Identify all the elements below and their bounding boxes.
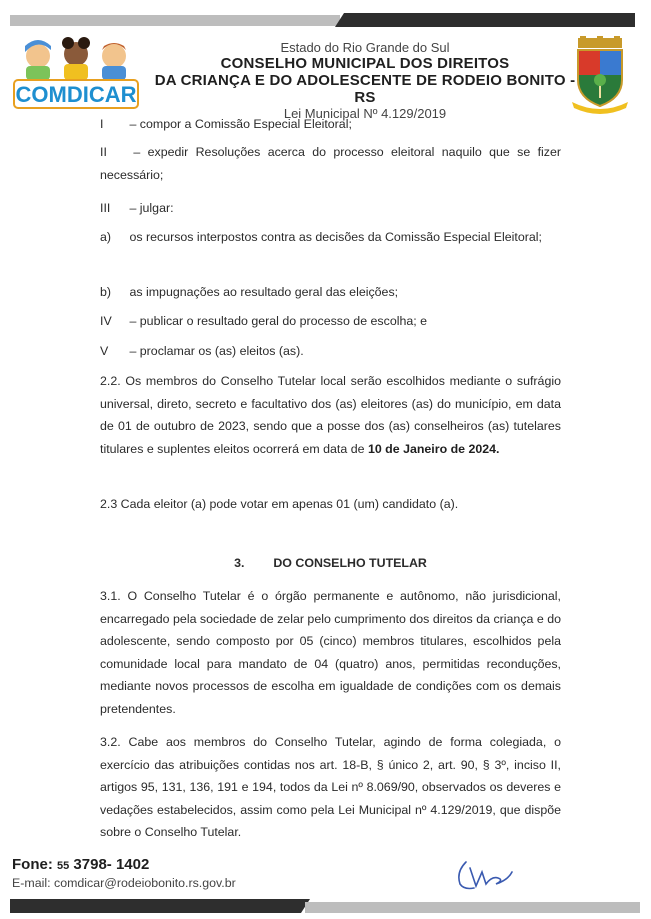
- item-label: II: [100, 145, 107, 159]
- list-item: [100, 197, 561, 220]
- footer-bar-dark: [10, 899, 310, 913]
- phone-number: 3798- 1402: [73, 856, 150, 873]
- phone-area-code: 55: [57, 860, 70, 872]
- logo-text: COMDICAR: [15, 82, 137, 107]
- footer-bar-light: [305, 902, 640, 913]
- list-item: [100, 340, 561, 363]
- council-title-line1: CONSELHO MUNICIPAL DOS DIREITOS: [220, 55, 510, 72]
- header-block: [150, 40, 580, 121]
- paragraph-2-2-date: 10 de Janeiro de 2024.: [367, 441, 500, 456]
- header-bar-light: [10, 15, 340, 26]
- list-item: [100, 310, 561, 333]
- section-number: 3.: [234, 556, 245, 570]
- list-item: [100, 281, 561, 304]
- paragraph-2-2-text: 2.2. Os membros do Conselho Tutelar local serão escolhidos mediante o sufrágio universal, direto, secreto e facultativo dos (as) eleitores (as) do município, em data de 01 de outubro de 2023, sendo que a posse dos (as) conselheiros (as) tutelares titulares e suplentes eleitos ocorrerá em data de: [100, 374, 561, 456]
- signature: [452, 858, 516, 892]
- paragraph-2-3: 2.3 Cada eleitor (a) pode votar em apenas 01 (um) candidato (a).: [100, 497, 459, 511]
- item-text: – publicar o resultado geral do processo de escolha; e: [129, 314, 428, 328]
- section-title: DO CONSELHO TUTELAR: [273, 556, 427, 570]
- paragraph-2-2: [100, 370, 561, 460]
- list-item: [100, 113, 561, 136]
- item-text: – expedir Resoluções acerca do processo eleitoral naquilo que se fizer necessário;: [100, 145, 561, 182]
- section-heading: [100, 556, 561, 570]
- state-name: Estado do Rio Grande do Sul: [280, 40, 450, 55]
- item-label: III: [100, 201, 111, 215]
- paragraph-3-1: 3.1. O Conselho Tutelar é o órgão permanente e autônomo, não jurisdicional, encarregado pela sociedade de zelar pelo cumprimento dos direitos da criança e do adolescente, sendo composto por 05 (cinco) membros titulares, escolhidos pela comunidade local para mandato de 04 (quatro) anos, permitidas reconduções, mediante novos processos de escolha em igualdade de condições com os demais pretendentes.: [100, 589, 561, 716]
- footer-phone: [12, 856, 149, 873]
- item-label: a): [100, 230, 112, 244]
- municipal-coat-of-arms: [570, 36, 630, 116]
- item-text: – julgar:: [129, 201, 174, 215]
- municipal-law: Lei Municipal Nº 4.129/2019: [283, 106, 447, 121]
- item-label: V: [100, 344, 109, 358]
- comdicar-logo: [12, 34, 140, 110]
- phone-label: Fone:: [12, 856, 53, 873]
- item-label: IV: [100, 314, 112, 328]
- header-bar-dark: [335, 13, 635, 27]
- item-text: os recursos interpostos contra as decisões da Comissão Especial Eleitoral;: [129, 230, 542, 244]
- item-label: b): [100, 285, 112, 299]
- footer-email: E-mail: comdicar@rodeiobonito.rs.gov.br: [12, 876, 236, 890]
- item-text: as impugnações ao resultado geral das eleições;: [129, 285, 399, 299]
- list-item: [100, 226, 561, 249]
- paragraph-3-2: 3.2. Cabe aos membros do Conselho Tutelar, agindo de forma colegiada, o exercício das atribuições contidas nos art. 18-B, § único 2, art. 90, § 3º, inciso II, artigos 95, 131, 136, 191 e 194, todos da Lei nº 8.069/90, observados os deveres e vedações estabelecidos, assim como pela Lei Municipal nº 4.129/2019, que dispõe sobre o Conselho Tutelar.: [100, 735, 561, 839]
- item-label: I: [100, 117, 104, 131]
- council-title-line2: DA CRIANÇA E DO ADOLESCENTE DE RODEIO BONITO - RS: [154, 72, 576, 106]
- list-item: [100, 141, 561, 186]
- item-text: – proclamar os (as) eleitos (as).: [129, 344, 304, 358]
- item-text: – compor a Comissão Especial Eleitoral;: [129, 117, 352, 131]
